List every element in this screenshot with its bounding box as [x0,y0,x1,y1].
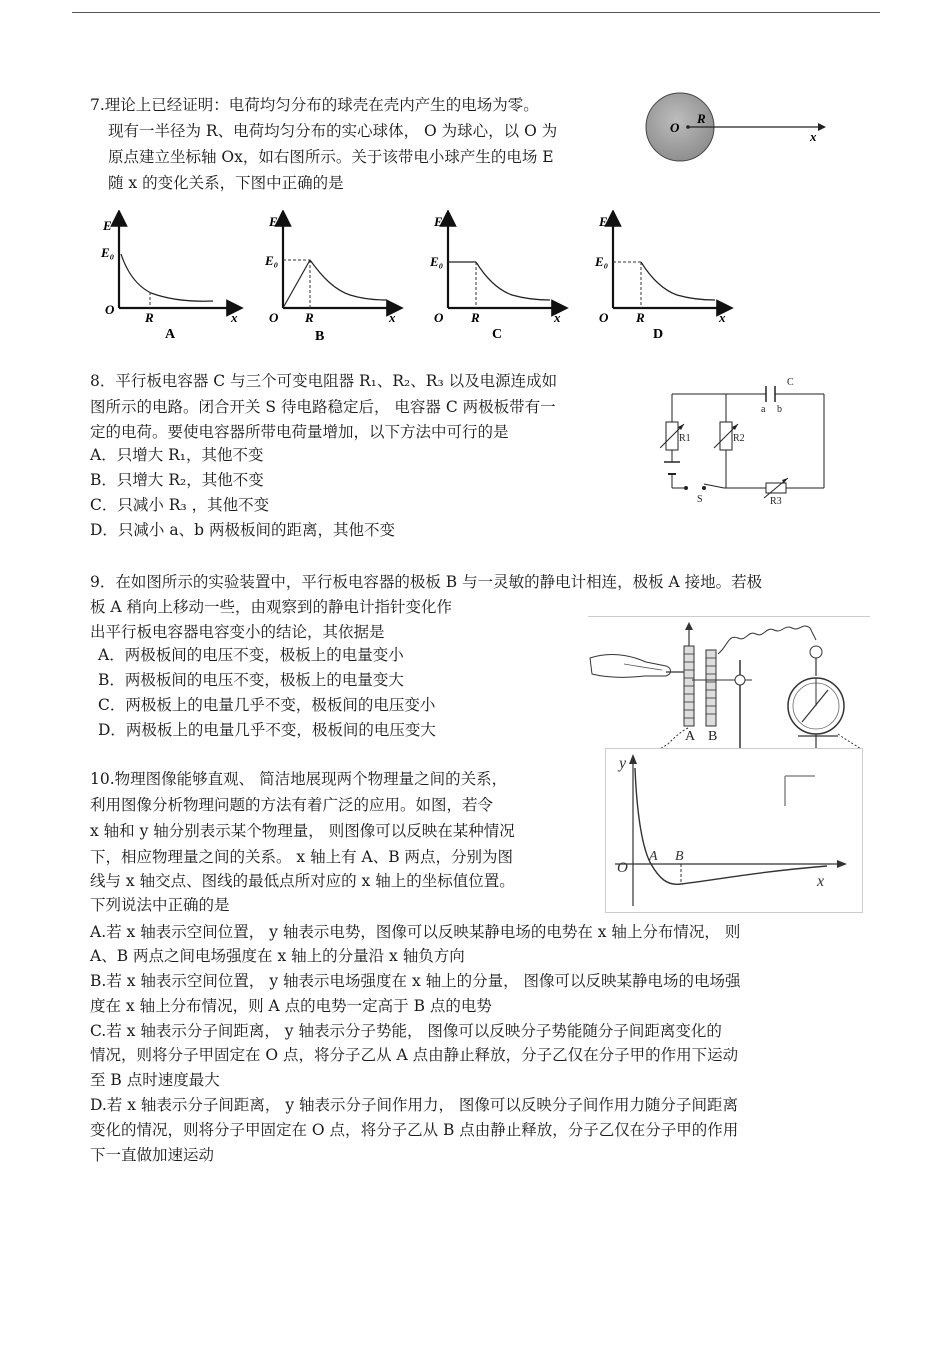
q9-line-3: 出平行板电容器电容变小的结论，其依据是 [90,623,385,641]
graph-c-r: R [471,310,480,325]
x-axis-arrow [818,123,826,131]
q10-line-2: 利用图像分析物理问题的方法有着广泛的应用。如图，若令 [90,796,494,814]
graph-d-o: O [599,310,609,325]
graph-c-caption: C [492,327,503,342]
q9-line-2: 板 A 稍向上移动一些，由观察到的静电计指针变化作 [90,598,453,616]
q9-line-1: 9．在如图所示的实验装置中，平行板电容器的极板 B 与一灵敏的静电计相连，极板 A 接地。若极 [90,573,763,591]
graph-c [429,214,561,342]
q9-option-c: C．两极板上的电量几乎不变，极板间的电压变小 [98,696,436,714]
q10-option-d-line-3: 下一直做加速运动 [90,1146,215,1164]
q10-option-c-line-1: C.若 x 轴表示分子间距离， y 轴表示分子势能， 图像可以反映分子势能随分子间距离变化的 [90,1022,722,1040]
graph-b-e: E [269,214,278,229]
q10-line-1: 10.物理图像能够直观、 简洁地展现两个物理量之间的关系， [90,770,508,788]
q8-line-3: 定的电荷。要使电容器所带电荷量增加，以下方法中可行的是 [90,423,509,441]
electroscope-apparatus-figure [588,616,870,751]
q10-line-4: 下，相应物理量之间的关系。 x 轴上有 A、B 两点，分别为图 [90,848,514,866]
q10-graph-label-o: O [617,860,628,876]
circuit-label-s: S [697,494,703,505]
graph-c-e: E [434,214,443,229]
graph-b-caption: B [315,329,325,344]
q10-option-b-line-1: B.若 x 轴表示空间位置， y 轴表示电场强度在 x 轴上的分量， 图像可以反映某静电场的电场强 [90,972,741,990]
sphere-label-x: x [810,129,817,144]
q8-circuit-diagram [660,374,835,506]
graph-c-e0: E₀ [430,254,444,269]
circuit-label-r1: R1 [679,433,691,444]
q9-option-b: B．两极板间的电压不变，极板上的电量变大 [98,671,404,689]
q7-line-3: 原点建立坐标轴 Ox，如右图所示。关于该带电小球产生的电场 E [108,148,554,166]
graph-d-e0: E₀ [595,254,609,269]
q10-line-3: x 轴和 y 轴分别表示某个物理量， 则图像可以反映在某种情况 [90,822,515,840]
apparatus-label-a: A [685,729,696,744]
circuit-label-b: b [777,404,782,415]
circuit-label-r2: R2 [733,433,745,444]
q10-graph-label-x: x [817,873,825,890]
graph-d [594,214,726,342]
q10-line-5: 线与 x 轴交点、图线的最低点所对应的 x 轴上的坐标值位置。 [90,872,515,890]
graph-a [100,218,238,342]
graph-b-x: x [389,310,396,325]
q8-option-d: D．只减小 a、b 两极板间的距离，其他不变 [90,521,395,539]
q9-option-a: A．两极板间的电压不变，极板上的电量变小 [98,646,404,664]
q8-line-2: 图所示的电路。闭合开关 S 待电路稳定后， 电容器 C 两极板带有一 [90,398,556,416]
q10-option-c-line-3: 至 B 点时速度最大 [90,1071,220,1089]
q10-option-a-line-1: A.若 x 轴表示空间位置， y 轴表示电势，图像可以反映某静电场的电势在 x 轴上分布情况， 则 [90,923,741,941]
q8-option-a: A．只增大 R₁，其他不变 [90,446,264,464]
graph-b-r: R [305,310,314,325]
circuit-label-r3: R3 [770,496,782,506]
q10-graph [605,748,863,913]
graph-a-e: E [103,218,112,233]
graph-b-o: O [269,310,279,325]
graph-b-e0: E₀ [265,253,279,268]
graph-a-caption: A [165,327,176,342]
q10-option-c-line-2: 情况，则将分子甲固定在 O 点，将分子乙从 A 点由静止释放，分子乙仅在分子甲的作用下运动 [90,1046,739,1064]
q8-option-b: B．只增大 R₂，其他不变 [90,471,264,489]
sphere-label-o: O [670,120,680,135]
q8-line-1: 8．平行板电容器 C 与三个可变电阻器 R₁、R₂、R₃ 以及电源连成如 [90,372,558,390]
q10-graph-label-y: y [619,755,627,772]
graph-c-o: O [434,310,444,325]
q10-option-d-line-1: D.若 x 轴表示分子间距离， y 轴表示分子间作用力， 图像可以反映分子间作用力随分子间距离 [90,1096,738,1114]
q8-option-c: C．只减小 R₃ ，其他不变 [90,496,270,514]
q7-line-4: 随 x 的变化关系，下图中正确的是 [108,174,344,192]
q10-option-b-line-2: 度在 x 轴上分布情况，则 A 点的电势一定高于 B 点的电势 [90,997,492,1015]
q10-graph-label-b: B [675,849,684,864]
graph-d-caption: D [653,327,664,342]
q10-graph-label-a: A [649,849,658,864]
q9-option-d: D．两极板上的电量几乎不变，极板间的电压变大 [98,721,436,739]
page-top-rule [72,12,880,13]
q7-line-1: 7.理论上已经证明：电荷均匀分布的球壳在壳内产生的电场为零。 [90,96,539,114]
q7-line-2: 现有一半径为 R、电荷均匀分布的实心球体， O 为球心，以 O 为 [108,122,558,140]
q10-line-6: 下列说法中正确的是 [90,896,230,914]
q7-option-graphs [95,210,775,345]
apparatus-label-b: B [708,729,718,744]
graph-d-x: x [719,310,726,325]
graph-d-e: E [599,214,608,229]
graph-a-r: R [145,310,154,325]
circuit-label-a: a [761,404,766,415]
graph-b [264,214,396,344]
sphere-label-r: R [697,111,706,126]
circuit-label-c: C [787,377,794,388]
graph-a-o: O [105,302,115,317]
q10-option-d-line-2: 变化的情况，则将分子甲固定在 O 点，将分子乙从 B 点由静止释放，分子乙仅在分子甲的作用 [90,1121,739,1139]
graph-a-e0: E₀ [101,245,115,260]
charged-sphere-figure [640,92,830,167]
graph-a-x: x [231,310,238,325]
q10-option-a-line-2: A、B 两点之间电场强度在 x 轴上的分量沿 x 轴负方向 [90,947,465,965]
graph-c-x: x [554,310,561,325]
graph-d-r: R [636,310,645,325]
